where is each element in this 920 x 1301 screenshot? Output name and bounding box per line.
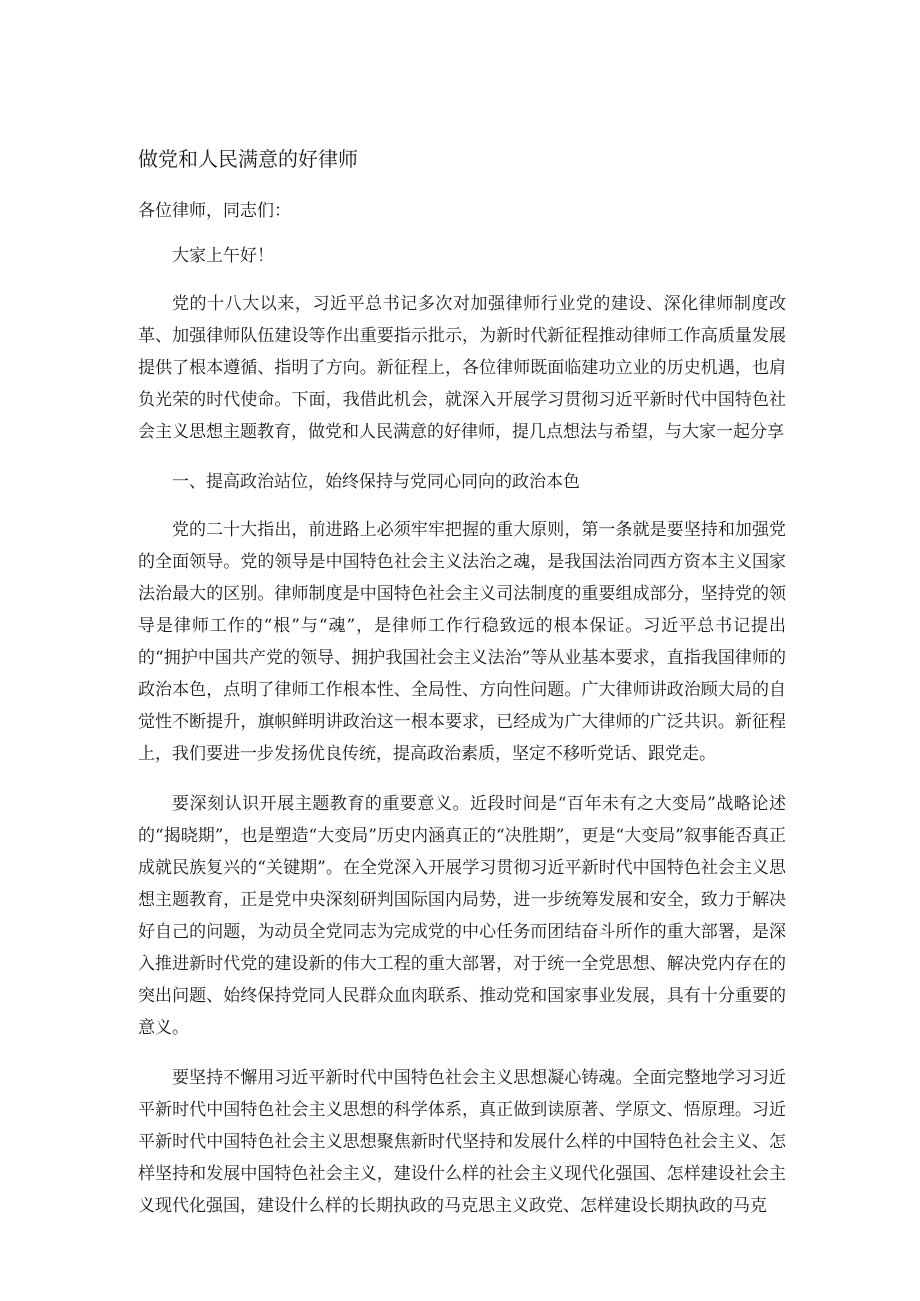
section-heading-1: 一、提高政治站位，始终保持与党同心同向的政治本色: [172, 472, 580, 492]
paragraph-theme-education: 要深刻认识开展主题教育的重要意义。近段时间是“百年未有之大变局”战略论述的“揭晓期”，也是塑造“大变局”历史内涵真正的“决胜期”，更是“大变局”叙事能否真正成就民族复兴的“关键期”。在全党深入开展学习贯彻习近平新时代中国特色社会主义思想主题教育，正是党中央深刻研判国际国内局势，进一步统筹发展和安全，致力于解决好自己的问题，为动员全党同志为完成党的中心任务而团结奋斗所作的重大部署，是深入推进新时代党的建设新的伟大工程的重大部署，对于统一全党思想、解决党内存在的突出问题、始终保持党同人民群众血肉联系、推动党和国家事业发展，具有十分重要的意义。: [138, 794, 786, 1038]
document-body: [138, 240, 786, 1240]
document-title: 做党和人民满意的好律师: [138, 147, 358, 171]
paragraph-study-thought: 要坚持不懈用习近平新时代中国特色社会主义思想凝心铸魂。全面完整地学习习近平新时代中国特色社会主义思想的科学体系，真正做到读原著、学原文、悟原理。习近平新时代中国特色社会主义思想聚焦新时代坚持和发展什么样的中国特色社会主义、怎样坚持和发展中国特色社会主义，建设什么样的社会主义现代化强国、怎样建设社会主义现代化强国，建设什么样的长期执政的马克思主义政党、怎样建设长期执政的马克: [138, 1068, 786, 1216]
greeting: 大家上午好！: [172, 246, 274, 266]
salutation: 各位律师，同志们：: [138, 201, 291, 221]
paragraph-party-leadership: 党的二十大指出，前进路上必须牢牢把握的重大原则，第一条就是要坚持和加强党的全面领导。党的领导是中国特色社会主义法治之魂，是我国法治同西方资本主义国家法治最大的区别。律师制度是中国特色社会主义司法制度的重要组成部分，坚持党的领导是律师工作的“根”与“魂”，是律师工作行稳致远的根本保证。习近平总书记提出的“拥护中国共产党的领导、拥护我国社会主义法治”等从业基本要求，直指我国律师的政治本色，点明了律师工作根本性、全局性、方向性问题。广大律师讲政治顾大局的自觉性不断提升，旗帜鲜明讲政治这一根本要求，已经成为广大律师的广泛共识。新征程上，我们要进一步发扬优良传统，提高政治素质，坚定不移听党话、跟党走。: [138, 520, 786, 764]
document-page: [138, 0, 786, 1301]
paragraph-intro: 党的十八大以来，习近平总书记多次对加强律师行业党的建设、深化律师制度改革、加强律师队伍建设等作出重要指示批示，为新时代新征程推动律师工作高质量发展提供了根本遵循、指明了方向。新征程上，各位律师既面临建功立业的历史机遇，也肩负光荣的时代使命。下面，我借此机会，就深入开展学习贯彻习近平新时代中国特色社会主义思想主题教育，做党和人民满意的好律师，提几点想法与希望，与大家一起分享: [138, 294, 786, 442]
